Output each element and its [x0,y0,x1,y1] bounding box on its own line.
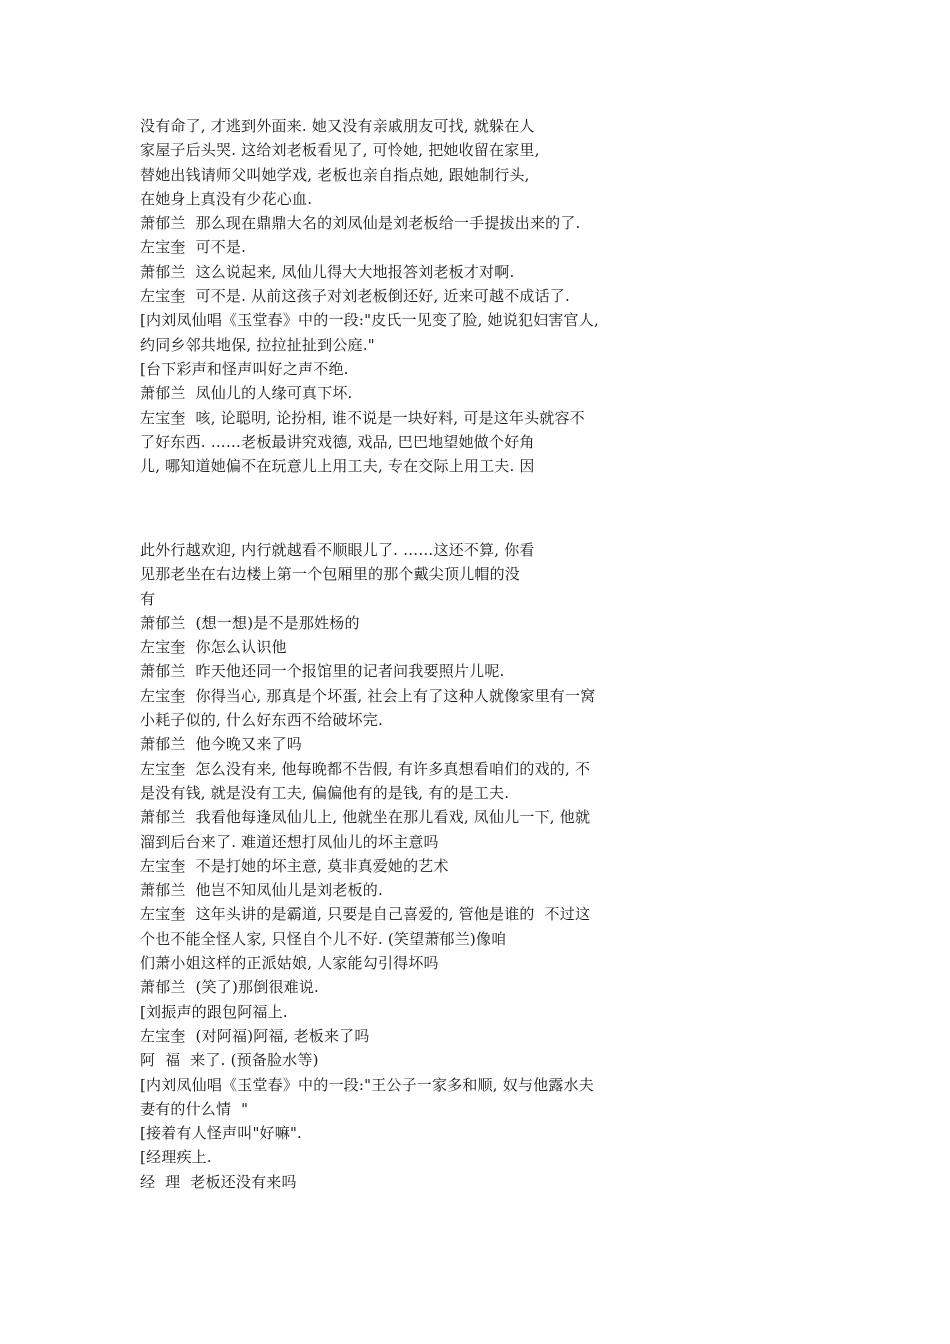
dialogue-line: 左宝奎 你怎么认识他 [140,638,287,657]
dialogue-line: 萧郁兰 他岂不知凤仙儿是刘老板的. [140,881,383,900]
stage-direction: 妻有的什么情 " [140,1099,249,1118]
dialogue-line: 儿, 哪知道她偏不在玩意儿上用工夫, 专在交际上用工夫. 因 [140,457,535,476]
dialogue-line: 左宝奎 这年头讲的是霸道, 只要是自己喜爱的, 管他是谁的 不过这 [140,905,591,924]
dialogue-line: 萧郁兰 凤仙儿的人缘可真下坏. [140,384,353,403]
dialogue-line: 萧郁兰 他今晚又来了吗 [140,735,302,754]
text-line: 见那老坐在右边楼上第一个包厢里的那个戴尖顶儿帽的没 [140,565,521,584]
dialogue-line: 萧郁兰 昨天他还同一个报馆里的记者问我要照片儿呢. [140,662,505,681]
stage-direction: [内刘凤仙唱《玉堂春》中的一段:"皮氏一见变了脸, 她说犯妇害官人, [140,311,599,330]
text-line: 此外行越欢迎, 内行就越看不顺眼儿了. ……这还不算, 你看 [140,541,535,559]
dialogue-line: 萧郁兰 那么现在鼎鼎大名的刘凤仙是刘老板给一手提拔出来的了. [140,214,581,233]
text-line: 家屋子后头哭. 这给刘老板看见了, 可怜她, 把她收留在家里, [140,141,540,160]
dialogue-line: 小耗子似的, 什么好东西不给破坏完. [140,711,383,730]
stage-direction: [内刘凤仙唱《玉堂春》中的一段:"王公子一家多和顺, 奴与他露水夫 [140,1075,594,1094]
dialogue-line: 溜到后台来了. 难道还想打凤仙儿的坏主意吗 [140,832,439,851]
dialogue-line: 左宝奎 怎么没有来, 他每晚都不告假, 有许多真想看咱们的戏的, 不 [140,759,591,778]
dialogue-line: 萧郁兰 (笑了)那倒很难说. [140,978,320,997]
stage-direction: [接着有人怪声叫"好嘛". [140,1124,303,1143]
text-block-lower [140,538,660,1194]
dialogue-line: 左宝奎 可不是. 从前这孩子对刘老板倒还好, 近来可越不成话了. [140,287,570,306]
dialogue-line: 左宝奎 咳, 论聪明, 论扮相, 谁不说是一块好料, 可是这年头就容不 [140,408,585,427]
stage-direction: [台下彩声和怪声叫好之声不绝. [140,359,349,378]
dialogue-line: 左宝奎 不是打她的坏主意, 莫非真爱她的艺术 [140,856,449,875]
dialogue-line: 左宝奎 (对阿福)阿福, 老板来了吗 [140,1026,370,1045]
dialogue-line: 了好东西. ……老板最讲究戏德, 戏品, 巴巴地望她做个好角 [140,432,535,451]
dialogue-line: 阿 福 来了. (预备脸水等) [140,1051,319,1070]
text-line: 没有命了, 才逃到外面来. 她又没有亲戚朋友可找, 就躲在人 [140,117,535,135]
text-line: 替她出钱请师父叫她学戏, 老板也亲自指点她, 跟她制行头, [140,165,530,184]
dialogue-line: 经 理 老板还没有来吗 [140,1172,297,1191]
dialogue-line: 个也不能全怪人家, 只怪自个儿不好. (笑望萧郁兰)像咱 [140,929,507,948]
dialogue-line: 左宝奎 你得当心, 那真是个坏蛋, 社会上有了这种人就像家里有一窝 [140,686,596,705]
dialogue-line: 萧郁兰 我看他每逢凤仙儿上, 他就坐在那儿看戏, 凤仙儿一下, 他就 [140,808,591,827]
dialogue-line: 们萧小姐这样的正派姑娘, 人家能勾引得坏吗 [140,954,439,973]
stage-direction: 约同乡邻共地保, 拉拉扯扯到公庭." [140,335,375,354]
stage-direction: [经理疾上. [140,1148,212,1167]
dialogue-line: 萧郁兰 (想一想)是不是那姓杨的 [140,613,360,632]
text-block-upper [140,114,660,478]
dialogue-line: 萧郁兰 这么说起来, 凤仙儿得大大地报答刘老板才对啊. [140,262,515,281]
text-line: 有 [140,589,156,608]
text-line: 在她身上真没有少花心血. [140,189,313,208]
dialogue-line: 是没有钱, 就是没有工夫, 偏偏他有的是钱, 有的是工夫. [140,783,510,802]
dialogue-line: 左宝奎 可不是. [140,238,247,257]
stage-direction: [刘振声的跟包阿福上. [140,1002,288,1021]
